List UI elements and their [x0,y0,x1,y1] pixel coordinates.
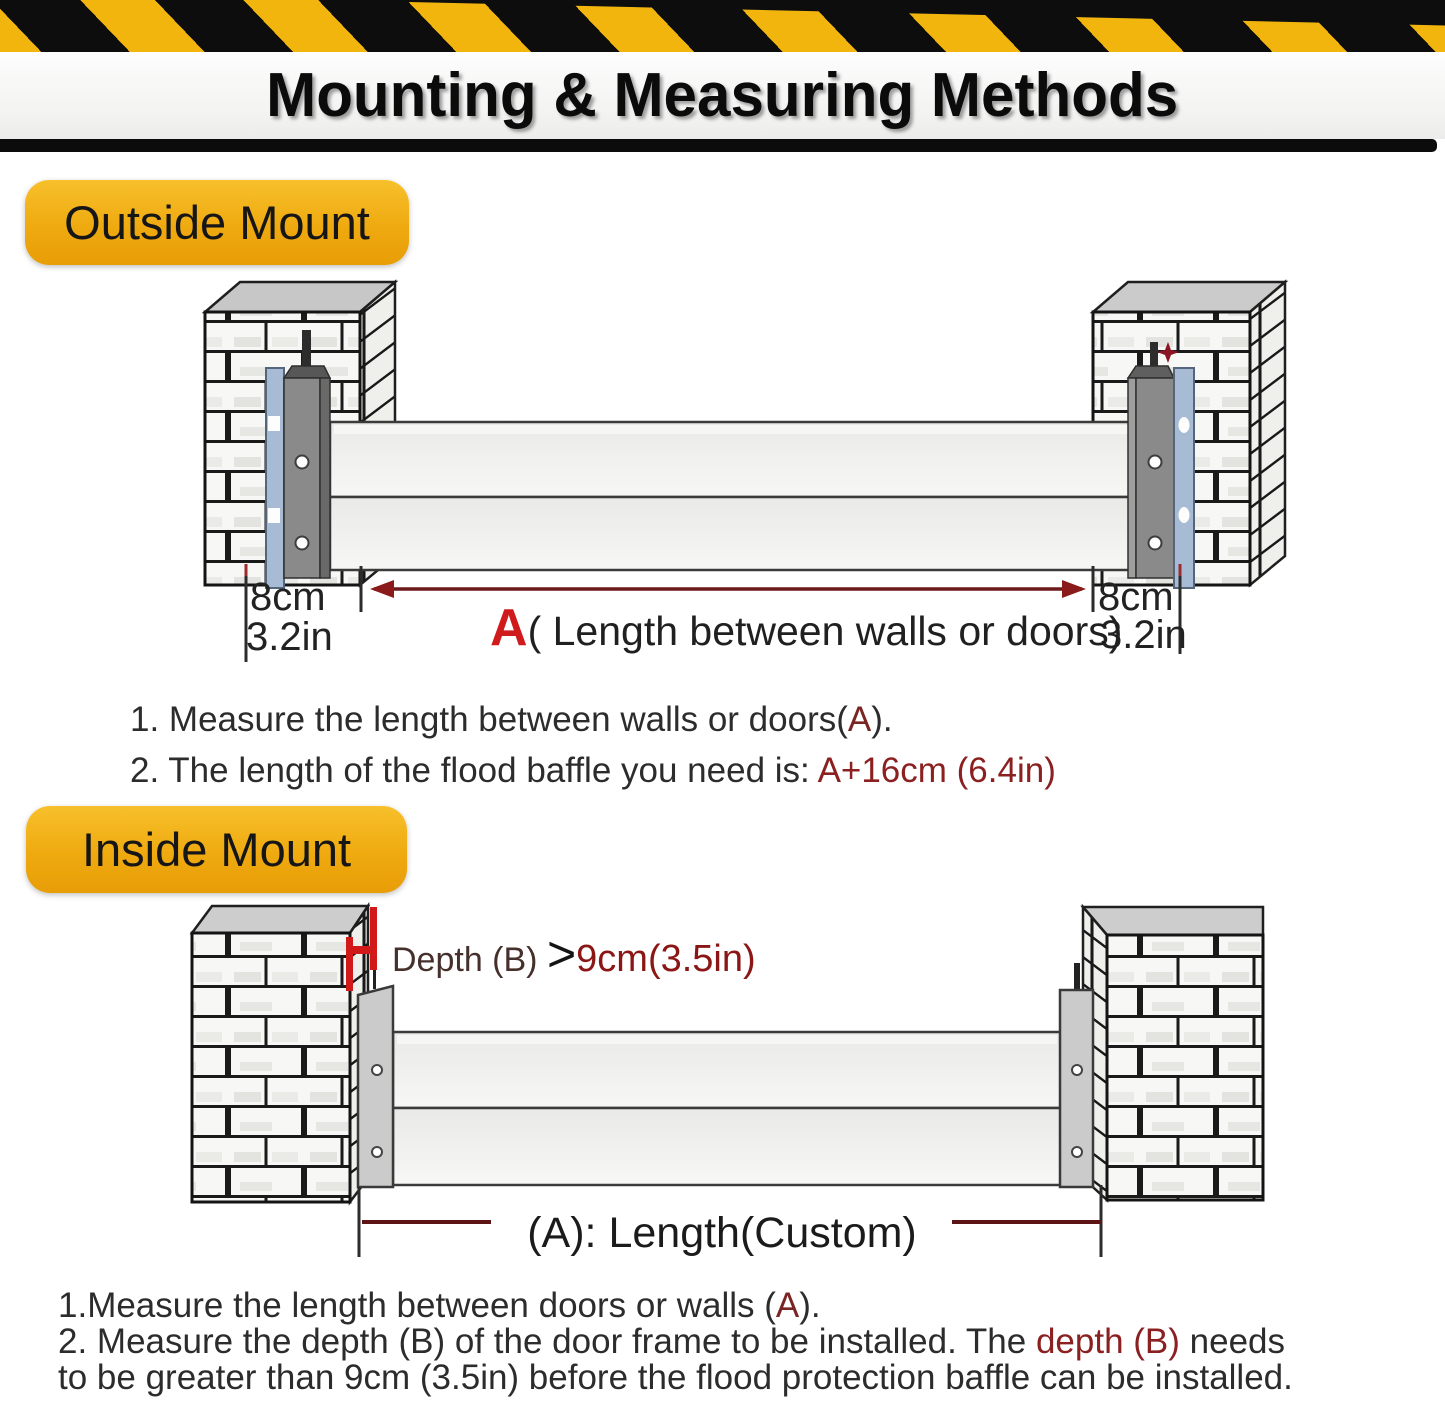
mounting-channel-right [1060,990,1093,1187]
flood-barrier-panels [330,422,1133,570]
depth-label [392,926,756,982]
title-underline [0,139,1437,152]
mounting-channel-right [1128,366,1174,578]
dimension-arrow [370,580,1086,598]
hazard-stripe-band [0,0,1445,52]
brick-pillar-right [1083,907,1263,1200]
outside-mount-steps [130,694,1056,796]
page-title: Mounting & Measuring Methods [266,61,1179,130]
right-offset-cm-label: 8cm [1098,575,1174,619]
span-caption [490,599,1122,657]
blue-mounting-plate-left [266,368,284,588]
depth-value: 9cm(3.5in) [576,938,756,980]
outside-mount-badge-label: Outside Mount [64,196,370,249]
left-offset-in-label: 3.2in [246,615,333,659]
outside-step-1: 1. Measure the length between walls or doors(A). [130,700,893,739]
left-offset-cm-label: 8cm [250,575,326,619]
hazard-stripes [0,0,1445,52]
mounting-channel-left [284,366,330,578]
anchor-pin-right [1074,963,1080,991]
brick-pillar-left [192,906,368,1202]
length-custom-label: (A): Length(Custom) [527,1209,917,1257]
right-offset-in-label: 3.2in [1100,613,1187,657]
outside-mount-badge [25,180,409,265]
inside-step-1: 1.Measure the length between doors or walls (A). [58,1286,821,1325]
title-band [0,52,1445,139]
inside-step-2-line-2: to be greater than 9cm (3.5in) before the flood protection baffle can be installed. [58,1358,1293,1397]
depth-gt-sign: > [546,926,577,982]
depth-prefix: Depth (B) [392,941,547,979]
inside-mount-badge [26,806,407,893]
flood-barrier-panels [393,1032,1061,1185]
outside-mount-diagram [0,260,1445,690]
inside-mount-diagram [0,895,1445,1295]
mounting-channel-left [358,986,393,1187]
blue-mounting-plate-right [1174,368,1194,588]
inside-mount-badge-label: Inside Mount [81,823,352,876]
inside-step-2-line-1: 2. Measure the depth (B) of the door frame to be installed. The depth (B) needs [58,1322,1286,1361]
span-caption-text: ( Length between walls or doors) [527,608,1123,654]
outside-step-2: 2. The length of the flood baffle you need is: A+16cm (6.4in) [130,751,1056,790]
span-letter-a: A [490,599,528,657]
inside-mount-steps [58,1288,1293,1396]
